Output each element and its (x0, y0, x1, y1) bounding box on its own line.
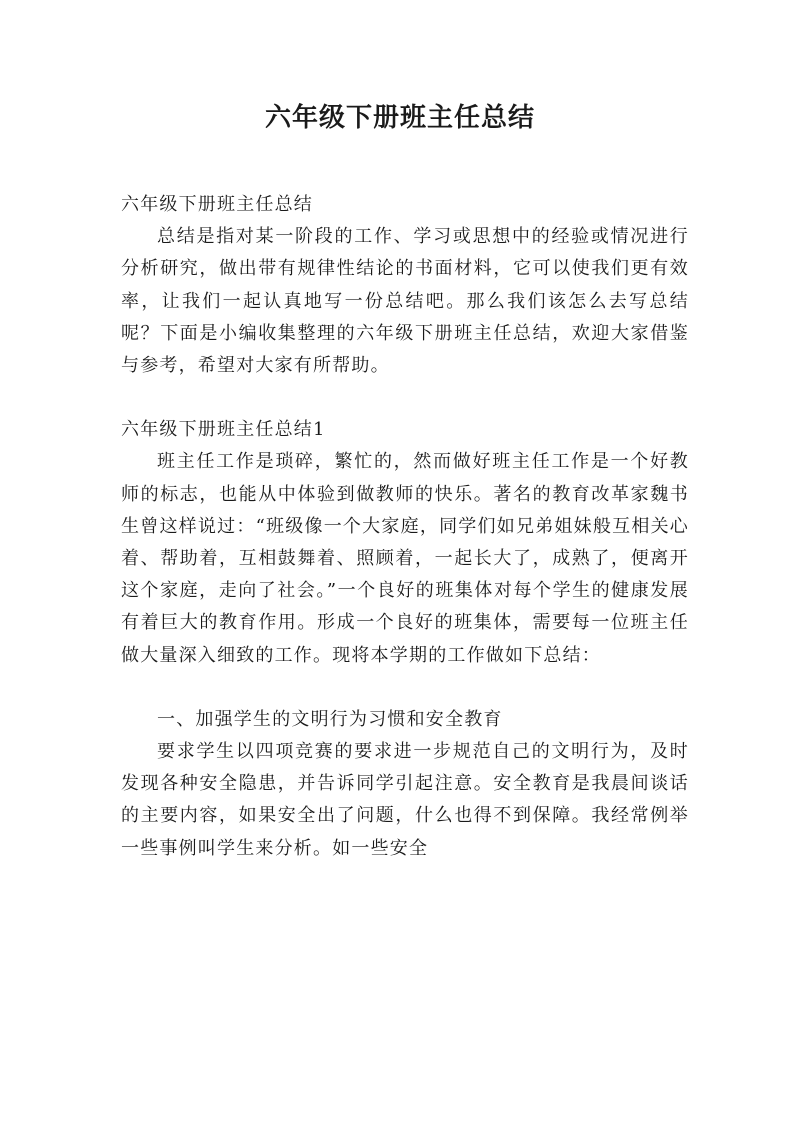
subsection-paragraph: 要求学生以四项竞赛的要求进一步规范自己的文明行为，及时发现各种安全隐患，并告诉同学引起注意。安全教育是我晨间谈话的主要内容，如果安全出了问题，什么也得不到保障。我经常例举一些事例叫学生来分析。如一些安全 (121, 741, 689, 859)
document-body (121, 189, 689, 865)
section-paragraph: 班主任工作是琐碎，繁忙的，然而做好班主任工作是一个好教师的标志，也能从中体验到做教师的快乐。著名的教育改革家魏书生曾这样说过：“班级像一个大家庭，同学们如兄弟姐妹般互相关心着、帮助着，互相鼓舞着、照顾着，一起长大了，成熟了，便离开这个家庭，走向了社会。”一个良好的班集体对每个学生的健康发展有着巨大的教育作用。形成一个良好的班集体，需要每一位班主任做大量深入细致的工作。现将本学期的工作做如下总结： (121, 451, 689, 666)
subsection-heading: 一、加强学生的文明行为习惯和安全教育 (157, 708, 503, 730)
section-heading: 六年级下册班主任总结1 (121, 419, 326, 441)
document-title: 六年级下册班主任总结 (264, 103, 535, 133)
intro-paragraph: 总结是指对某一阶段的工作、学习或思想中的经验或情况进行分析研究，做出带有规律性结论的书面材料，它可以使我们更有效率，让我们一起认真地写一份总结吧。那么我们该怎么去写总结呢？下面是小编收集整理的六年级下册班主任总结，欢迎大家借鉴与参考，希望对大家有所帮助。 (121, 226, 689, 377)
document-subtitle: 六年级下册班主任总结 (121, 194, 313, 215)
